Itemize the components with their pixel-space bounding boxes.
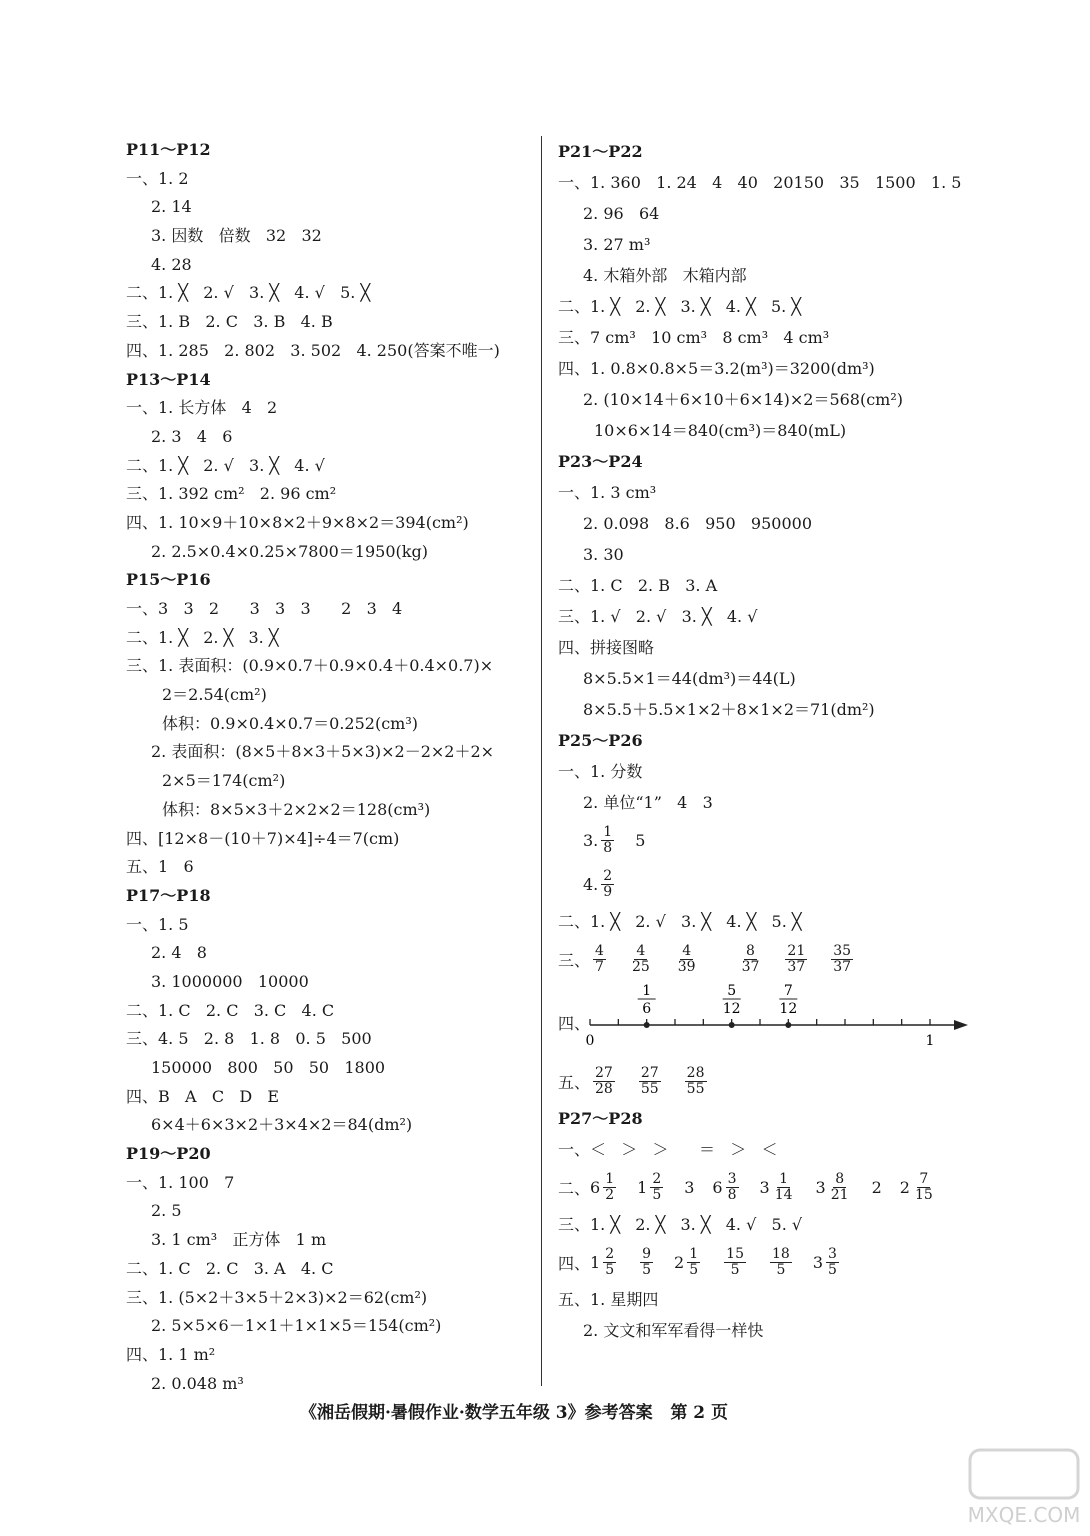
answer-line: 二、1. C 2. B 3. A — [558, 576, 718, 595]
fraction — [639, 1066, 661, 1097]
fraction — [726, 1172, 739, 1203]
answer-line: 四、1. 10×9＋10×8×2＋9×8×2＝394(cm²) — [126, 512, 469, 532]
whole-number: 1 — [637, 1177, 648, 1197]
numerator: 2 — [652, 1170, 662, 1187]
answer-text: 5 — [635, 830, 646, 850]
numerator: 7 — [919, 1170, 929, 1187]
denominator: 2 — [605, 1186, 615, 1203]
answer-line: 2. 14 — [151, 197, 192, 217]
denominator: 37 — [787, 958, 806, 975]
denominator: 21 — [830, 1186, 849, 1203]
right-column — [558, 136, 978, 1346]
answer-line: 五、1. 星期四 — [558, 1290, 659, 1309]
numerator: 1 — [603, 823, 613, 840]
fraction — [685, 1066, 707, 1097]
answer-line: 三、1. 表面积：(0.9×0.7＋0.9×0.4＋0.4×0.7)× — [126, 656, 494, 676]
numerator: 21 — [787, 942, 806, 959]
answer-line: 体积：8×5×3＋2×2×2＝128(cm³) — [162, 799, 431, 819]
section-heading: P17～P18 — [126, 885, 211, 905]
point-label-numerator: 5 — [727, 983, 737, 999]
answer-line: 一、1. 长方体 4 2 — [126, 398, 278, 418]
section-heading: P15～P16 — [126, 570, 211, 590]
answer-line: 一、1. 360 1. 24 4 40 20150 35 1500 1. 5 — [558, 173, 962, 192]
answer-line — [558, 1240, 978, 1284]
whole-number: 3 — [812, 1252, 823, 1272]
denominator: 14 — [774, 1186, 793, 1203]
watermark-logo — [964, 1442, 1084, 1532]
answer-line: 二、1. C 2. C 3. A 4. C — [126, 1258, 334, 1278]
numerator: 18 — [771, 1245, 790, 1262]
column-divider — [541, 136, 542, 1386]
answer-line: 6×4＋6×3×2＋3×4×2＝84(dm²) — [151, 1115, 413, 1135]
fraction — [785, 944, 807, 975]
answer-line: 8×5.5＋5.5×1×2＋8×1×2＝71(dm²) — [583, 700, 875, 719]
denominator: 15 — [914, 1186, 933, 1203]
denominator: 39 — [677, 958, 696, 975]
fraction — [640, 1247, 653, 1278]
answer-line: 2＝2.54(cm²) — [162, 685, 267, 705]
denominator: 5 — [730, 1261, 740, 1278]
answer-line: 10×6×14＝840(cm³)＝840(mL) — [594, 421, 847, 440]
answer-line: 2. 文文和军军看得一样快 — [583, 1321, 764, 1340]
answer-line: 2. 96 64 — [583, 204, 660, 223]
fraction — [770, 1247, 792, 1278]
denominator: 25 — [631, 958, 650, 975]
answer-line: 2×5＝174(cm²) — [162, 771, 286, 791]
denominator: 55 — [640, 1080, 659, 1097]
fraction — [676, 944, 698, 975]
whole-number: 2 — [899, 1177, 910, 1197]
numerator: 4 — [636, 942, 646, 959]
item-number: 四、 — [558, 1253, 591, 1273]
denominator: 37 — [741, 958, 760, 975]
numerator: 15 — [726, 1245, 744, 1262]
answer-line: 三、1. √ 2. √ 3. ╳ 4. √ — [558, 607, 758, 626]
answer-line: 一、1. 2 — [126, 168, 189, 188]
denominator: 5 — [828, 1261, 837, 1278]
answer-line: 2. 2.5×0.4×0.25×7800＝1950(kg) — [151, 541, 428, 561]
denominator: 37 — [833, 958, 852, 975]
item-number: 三、 — [558, 950, 591, 970]
whole-number: 2 — [674, 1252, 685, 1272]
answer-line — [558, 862, 978, 906]
fraction — [913, 1172, 935, 1203]
answer-line: 二、1. ╳ 2. √ 3. ╳ 4. √ — [126, 455, 325, 475]
answer-line — [558, 1165, 978, 1209]
whole-number: 2 — [871, 1177, 882, 1197]
section-heading: P27～P28 — [558, 1109, 643, 1128]
fraction — [650, 1172, 663, 1203]
point-marker — [644, 1022, 650, 1028]
numerator: 8 — [835, 1170, 845, 1187]
answer-line: 一、1. 100 7 — [126, 1172, 235, 1192]
numerator: 9 — [642, 1245, 652, 1262]
answer-line: 三、4. 5 2. 8 1. 8 0. 5 500 — [126, 1029, 372, 1049]
point-marker — [729, 1022, 735, 1028]
fraction — [773, 1172, 795, 1203]
whole-number: 3 — [759, 1177, 770, 1197]
answer-line: 2. 5×5×6－1×1＋1×1×5＝154(cm²) — [151, 1316, 442, 1336]
svg-text:MXQE.COM: MXQE.COM — [967, 1503, 1081, 1527]
section-heading: P25～P26 — [558, 731, 643, 750]
section-heading: P13～P14 — [126, 369, 211, 389]
fraction — [630, 944, 652, 975]
answer-line: 二、1. ╳ 2. √ 3. ╳ 4. ╳ 5. ╳ — [558, 912, 802, 931]
answer-line: 二、1. ╳ 2. ╳ 3. ╳ 4. ╳ 5. ╳ — [558, 297, 801, 316]
numerator: 1 — [779, 1170, 789, 1187]
denominator: 8 — [603, 839, 613, 856]
point-marker — [785, 1022, 791, 1028]
whole-number: 3 — [815, 1177, 826, 1197]
answer-line: 2. 4 8 — [151, 943, 207, 963]
answer-line: 四、1. 1 m² — [126, 1344, 216, 1364]
numerator: 4 — [682, 942, 692, 959]
whole-number: 6 — [712, 1177, 723, 1197]
answer-line: 三、1. B 2. C 3. B 4. B — [126, 312, 333, 332]
answer-line: 3. 因数 倍数 32 32 — [151, 226, 322, 246]
number-line — [558, 981, 978, 1059]
section-heading: P11～P12 — [126, 140, 211, 159]
answer-line: 体积：0.9×0.4×0.7＝0.252(cm³) — [162, 713, 418, 733]
fraction — [724, 1247, 746, 1278]
answer-line: 2. 单位“1” 4 3 — [583, 793, 713, 812]
answer-line: 2. 3 4 6 — [151, 426, 233, 446]
answer-line: 二、1. C 2. C 3. C 4. C — [126, 1000, 335, 1020]
section-heading: P21～P22 — [558, 142, 643, 161]
answer-line: 一、1. 3 cm³ — [558, 483, 657, 502]
numerator: 27 — [640, 1064, 659, 1081]
denominator: 8 — [727, 1186, 737, 1203]
fraction — [740, 944, 762, 975]
answer-line: 2. 表面积：(8×5＋8×3＋5×3)×2－2×2＋2× — [151, 742, 495, 762]
numerator: 2 — [605, 1245, 615, 1262]
answer-line: 3. 30 — [583, 545, 624, 564]
answer-line: 一、＜ ＞ ＞ ＝ ＞ ＜ — [558, 1140, 778, 1159]
answer-line: 二、1. ╳ 2. ╳ 3. ╳ — [126, 627, 279, 647]
numerator: 28 — [686, 1064, 705, 1081]
page-footer: 《湘岳假期·暑假作业·数学五年级 3》参考答案 第 2 页 — [300, 1403, 729, 1423]
numerator: 2 — [603, 867, 613, 884]
axis-arrow — [954, 1020, 968, 1030]
whole-number: 3 — [684, 1177, 695, 1197]
denominator: 28 — [595, 1080, 613, 1097]
tick-label-start: 0 — [585, 1033, 595, 1049]
fraction — [831, 944, 853, 975]
answer-line: 一、3 3 2 3 3 3 2 3 4 — [126, 599, 403, 618]
fraction — [826, 1247, 839, 1278]
fraction — [593, 1066, 615, 1097]
answer-line: 三、1. 392 cm² 2. 96 cm² — [126, 484, 337, 504]
left-column — [126, 136, 531, 1398]
answer-line: 四、1. 285 2. 802 3. 502 4. 250(答案不唯一) — [126, 340, 500, 360]
numerator: 4 — [595, 942, 604, 959]
answer-line: 3. 1 cm³ 正方体 1 m — [151, 1230, 327, 1250]
denominator: 5 — [776, 1261, 786, 1278]
point-label-denominator: 12 — [722, 1001, 741, 1017]
denominator: 7 — [595, 958, 604, 975]
numerator: 8 — [746, 942, 755, 959]
answer-line: 2. 0.048 m³ — [151, 1373, 244, 1393]
section-heading: P23～P24 — [558, 452, 643, 471]
answer-line: 一、1. 5 — [126, 914, 189, 934]
answer-line: 3. 27 m³ — [583, 235, 651, 254]
denominator: 5 — [689, 1261, 699, 1278]
whole-number: 1 — [590, 1252, 601, 1272]
numerator: 3 — [828, 1245, 837, 1262]
numerator: 27 — [595, 1064, 613, 1081]
answer-line: 4. 木箱外部 木箱内部 — [583, 266, 747, 285]
answer-line: 一、1. 分数 — [558, 762, 643, 781]
fraction — [601, 825, 614, 856]
fraction — [593, 944, 606, 975]
point-label-numerator: 7 — [783, 983, 793, 999]
answer-line: 三、1. (5×2＋3×5＋2×3)×2＝62(cm²) — [126, 1287, 428, 1307]
fraction — [603, 1172, 616, 1203]
point-label-denominator: 6 — [642, 1001, 652, 1017]
denominator: 55 — [686, 1080, 705, 1097]
answer-line — [558, 937, 978, 981]
item-number: 4. — [583, 874, 599, 894]
answer-line: 4. 28 — [151, 254, 192, 274]
numerator: 1 — [605, 1170, 615, 1187]
answer-line — [558, 1059, 978, 1103]
answer-line: 三、7 cm³ 10 cm³ 8 cm³ 4 cm³ — [558, 328, 830, 347]
answer-line: 2. 0.098 8.6 950 950000 — [583, 514, 812, 533]
answer-line: 150000 800 50 50 1800 — [151, 1058, 386, 1077]
answer-line: 2. 5 — [151, 1201, 182, 1221]
fraction — [687, 1247, 700, 1278]
numerator: 3 — [727, 1170, 737, 1187]
answer-line: 四、[12×8－(10＋7)×4]÷4＝7(cm) — [126, 828, 400, 848]
numerator: 1 — [689, 1245, 699, 1262]
section-heading: P19～P20 — [126, 1144, 211, 1164]
tick-label-end: 1 — [925, 1033, 935, 1049]
denominator: 5 — [652, 1186, 662, 1203]
item-number: 四、 — [558, 1014, 591, 1033]
answer-line: 3. 1000000 10000 — [151, 971, 309, 991]
denominator: 5 — [605, 1261, 615, 1278]
fraction — [601, 869, 614, 900]
answer-line: 四、拼接图略 — [558, 638, 655, 657]
answer-line: 五、1 6 — [126, 857, 194, 877]
answer-line: 四、1. 0.8×0.8×5＝3.2(m³)＝3200(dm³) — [558, 359, 875, 378]
point-label-numerator: 1 — [642, 983, 652, 999]
number-line-svg — [578, 981, 978, 1059]
whole-number: 6 — [590, 1177, 601, 1197]
item-number: 五、 — [558, 1072, 591, 1092]
denominator: 5 — [642, 1261, 652, 1278]
item-number: 二、 — [558, 1178, 591, 1198]
answer-line — [558, 818, 978, 862]
answer-line: 三、1. ╳ 2. ╳ 3. ╳ 4. √ 5. √ — [558, 1215, 803, 1234]
answer-line: 二、1. ╳ 2. √ 3. ╳ 4. √ 5. ╳ — [126, 283, 371, 303]
fraction — [829, 1172, 851, 1203]
item-number: 3. — [583, 830, 599, 850]
answer-line: 8×5.5×1＝44(dm³)＝44(L) — [583, 669, 796, 688]
fraction — [603, 1247, 616, 1278]
answer-line: 四、B A C D E — [126, 1086, 280, 1106]
answer-line: 2. (10×14＋6×10＋6×14)×2＝568(cm²) — [583, 390, 904, 409]
denominator: 9 — [603, 883, 613, 900]
numerator: 35 — [833, 942, 852, 959]
point-label-denominator: 12 — [779, 1001, 798, 1017]
